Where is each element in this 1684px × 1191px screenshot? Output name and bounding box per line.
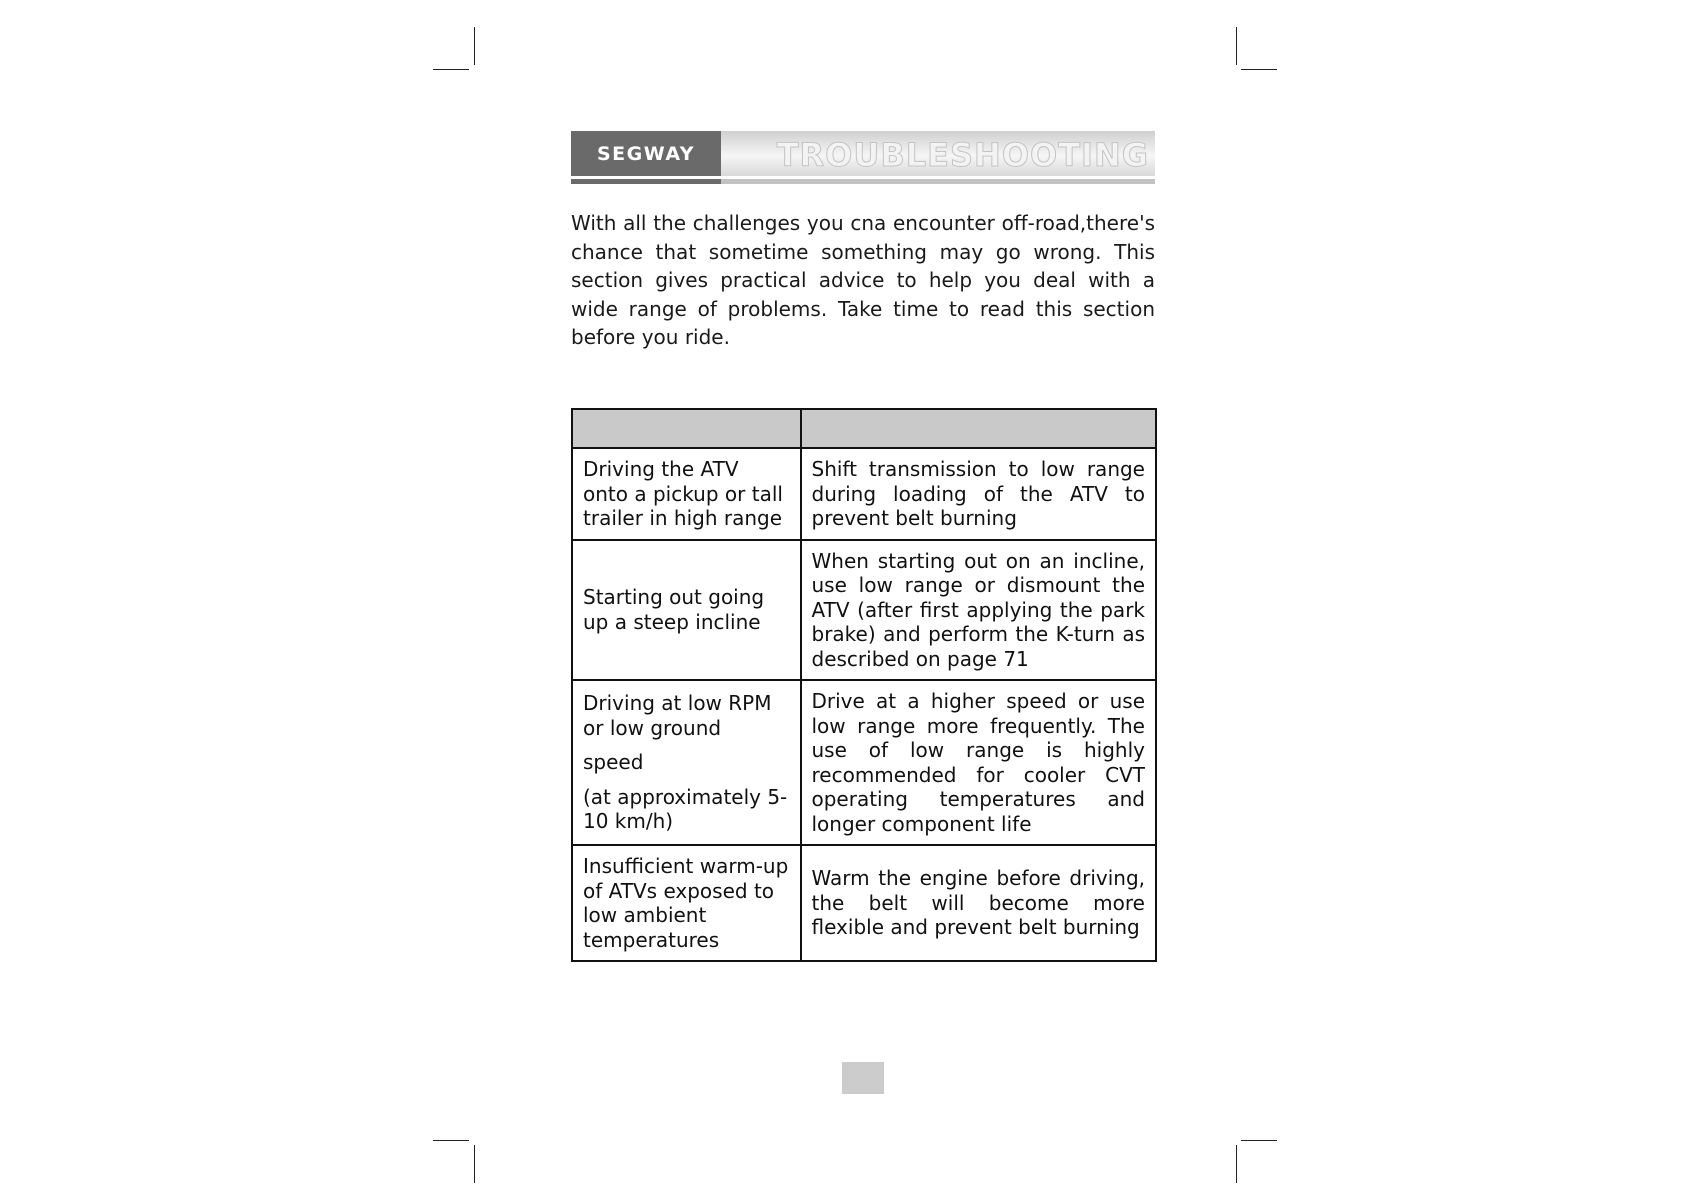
cause-text: Starting out going up a steep incline — [583, 585, 765, 634]
cause-cell — [572, 448, 801, 540]
crop-mark — [433, 1140, 469, 1141]
segway-logo — [571, 131, 721, 176]
header-band — [721, 131, 1155, 176]
cause-text: Insufficient warm-up of ATVs exposed to low ambient temperatures — [583, 854, 789, 952]
header-rule — [721, 179, 1155, 184]
crop-mark — [1236, 1145, 1237, 1183]
crop-mark — [433, 69, 469, 70]
header-cell-solution — [801, 409, 1157, 448]
cause-text: Driving at low RPM or low ground — [583, 691, 772, 740]
solution-cell: When starting out on an incline, use low range or dismount the ATV (after first applying the park brake) and perform the K-turn as described on page 71 — [801, 540, 1157, 681]
table-row — [572, 845, 1156, 961]
cause-cell — [572, 680, 801, 845]
table-row — [572, 680, 1156, 845]
crop-mark — [474, 27, 475, 65]
page-number-box — [842, 1062, 884, 1094]
table-row — [572, 540, 1156, 681]
crop-mark — [1236, 27, 1237, 65]
cause-cell — [572, 845, 801, 961]
troubleshooting-table — [571, 408, 1157, 962]
cause-text: (at approximately 5-10 km/h) — [583, 784, 788, 834]
solution-cell: Shift transmission to low range during loading of the ATV to prevent belt burning — [801, 448, 1157, 540]
cause-text: Driving the ATV onto a pickup or tall trailer in high range — [583, 457, 783, 530]
header-rule — [571, 179, 721, 184]
crop-mark — [1241, 69, 1277, 70]
intro-paragraph: With all the challenges you cna encounter off-road,there's chance that sometime something may go wrong. This section gives practical advice to help you deal with a wide range of problems. Take time to read this section before you ride. — [571, 211, 1155, 349]
solution-cell: Drive at a higher speed or use low range more frequently. The use of low range is highly recommended for cooler CVT operating temperatures and longer component life — [801, 680, 1157, 845]
cause-cell — [572, 540, 801, 681]
cause-text: speed — [583, 750, 644, 775]
logo-text: SEGWAY — [596, 142, 695, 165]
solution-cell: Warm the engine before driving, the belt will become more flexible and prevent belt burning — [801, 845, 1157, 961]
crop-mark — [474, 1145, 475, 1183]
table-header-row — [572, 409, 1156, 448]
crop-mark — [1241, 1140, 1277, 1141]
table-row — [572, 448, 1156, 540]
section-title: TROUBLESHOOTING — [776, 136, 1149, 174]
header-cell-cause — [572, 409, 801, 448]
section-header — [571, 131, 1155, 184]
